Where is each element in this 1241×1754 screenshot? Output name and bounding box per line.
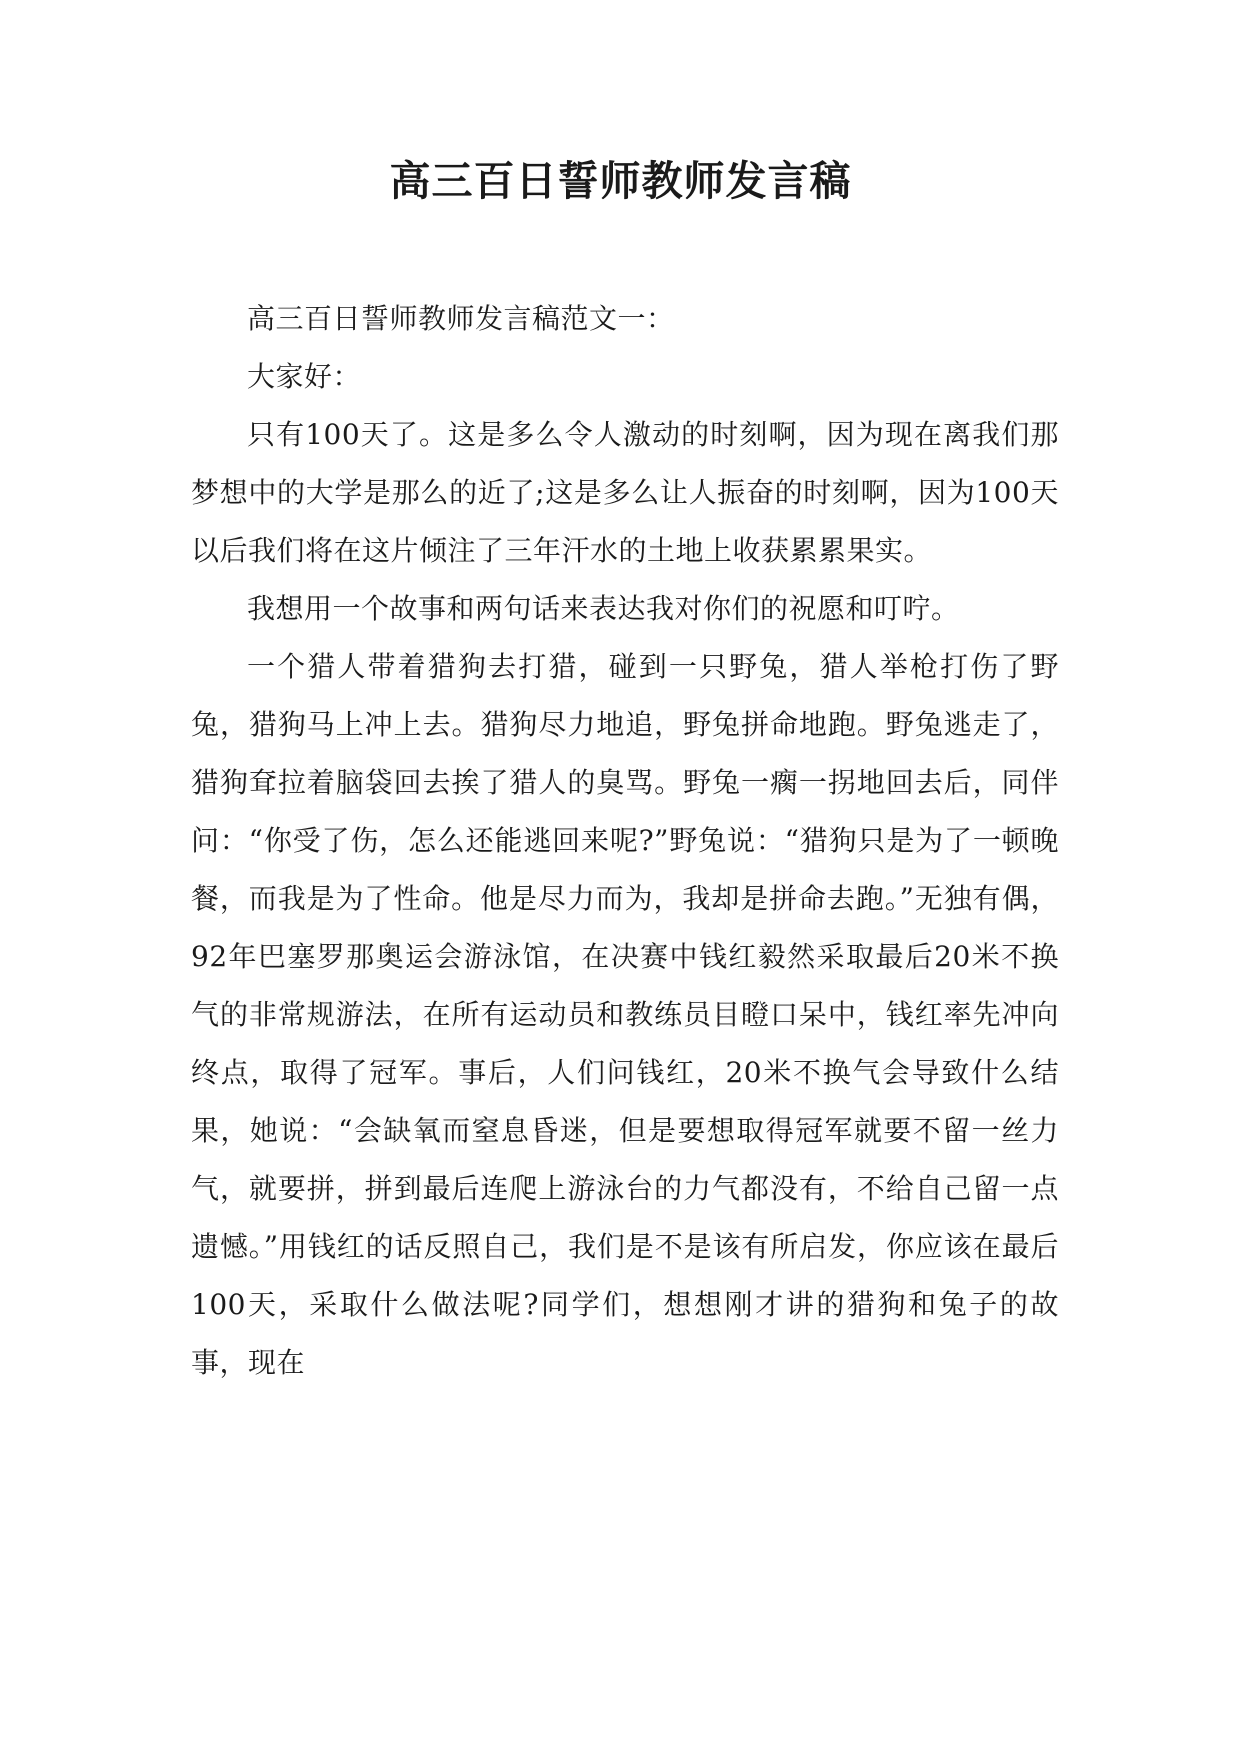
document-body xyxy=(191,290,1059,1392)
paragraph-greeting: 大家好： xyxy=(247,360,362,393)
paragraph-heading: 高三百日誓师教师发言稿范文一： xyxy=(247,302,675,335)
paragraph: 只有100天了。这是多么令人激动的时刻啊，因为现在离我们那梦想中的大学是那么的近了;这是多么让人振奋的时刻啊，因为100天以后我们将在这片倾注了三年汗水的土地上收获累累果实。 xyxy=(191,418,1059,567)
document-title: 高三百日誓师教师发言稿 xyxy=(389,157,852,205)
paragraph: 我想用一个故事和两句话来表达我对你们的祝愿和叮咛。 xyxy=(247,592,960,625)
paragraph: 一个猎人带着猎狗去打猎，碰到一只野兔，猎人举枪打伤了野兔，猎狗马上冲上去。猎狗尽力地追，野兔拼命地跑。野兔逃走了，猎狗耷拉着脑袋回去挨了猎人的臭骂。野兔一瘸一拐地回去后，同伴问：“你受了伤，怎么还能逃回来呢?”野兔说：“猎狗只是为了一顿晚餐，而我是为了性命。他是尽力而为，我却是拼命去跑。”无独有偶，92年巴塞罗那奥运会游泳馆，在决赛中钱红毅然采取最后20米不换气的非常规游法，在所有运动员和教练员目瞪口呆中，钱红率先冲向终点，取得了冠军。事后，人们问钱红，20米不换气会导致什么结果，她说：“会缺氧而窒息昏迷，但是要想取得冠军就要不留一丝力气，就要拼，拼到最后连爬上游泳台的力气都没有，不给自己留一点遗憾。”用钱红的话反照自己，我们是不是该有所启发，你应该在最后100天，采取什么做法呢?同学们，想想刚才讲的猎狗和兔子的故事，现在 xyxy=(191,650,1059,1379)
